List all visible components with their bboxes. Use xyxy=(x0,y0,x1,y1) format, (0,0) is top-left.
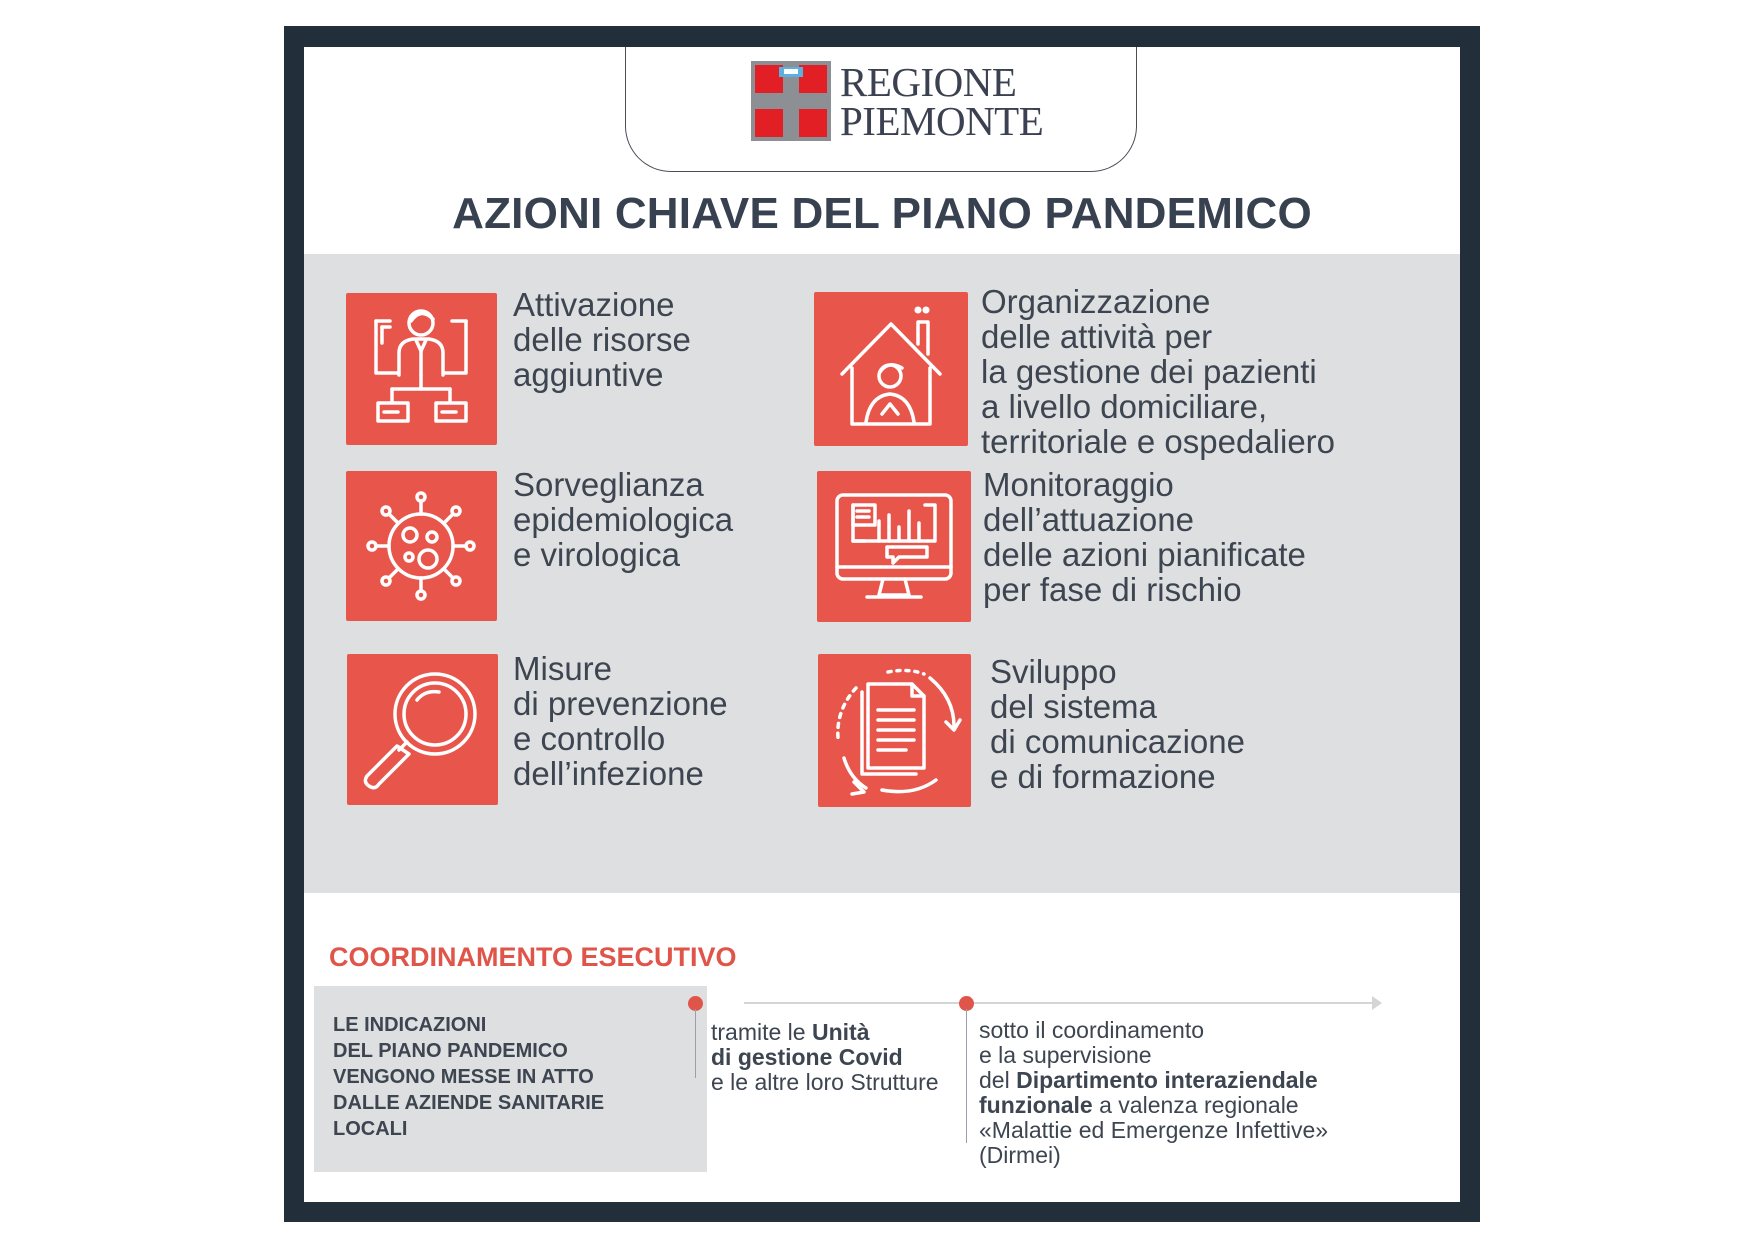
action-5-line-4: dell’infezione xyxy=(513,755,704,792)
action-5-line-3: e controllo xyxy=(513,720,666,757)
action-1-line-3: aggiuntive xyxy=(513,356,664,393)
timeline-connector-1 xyxy=(695,1009,696,1078)
action-6-line-4: e di formazione xyxy=(990,758,1216,795)
action-1-line-1: Attivazione xyxy=(513,286,675,323)
action-tile-2 xyxy=(814,292,968,446)
home-care-icon xyxy=(814,292,968,446)
step-1-line-2 xyxy=(711,1045,939,1070)
step-2-line-3-bold: Dipartimento interaziendale xyxy=(1016,1067,1318,1093)
logo-tab xyxy=(625,47,1137,172)
box-line-4: DALLE AZIENDE SANITARIE xyxy=(333,1092,605,1114)
action-2-line-4: a livello domiciliare, xyxy=(981,388,1268,425)
page-title: AZIONI CHIAVE DEL PIANO PANDEMICO xyxy=(452,189,1312,238)
step-2-line-4-plain: a valenza regionale xyxy=(1092,1092,1299,1118)
action-tile-3 xyxy=(346,471,497,621)
step-2-line-2: e la supervisione xyxy=(979,1042,1152,1068)
action-2-line-3: la gestione dei pazienti xyxy=(981,353,1317,390)
local-authorities-text xyxy=(333,1012,604,1142)
action-2-line-1: Organizzazione xyxy=(981,283,1211,320)
action-4-line-2: dell’attuazione xyxy=(983,501,1194,538)
timeline-arrow-icon xyxy=(1372,996,1382,1010)
action-3-line-3: e virologica xyxy=(513,536,680,573)
step-1-line-2-bold: di gestione Covid xyxy=(711,1044,903,1070)
step-1-text xyxy=(711,1020,939,1095)
box-line-3: VENGONO MESSE IN ATTO xyxy=(333,1066,594,1088)
action-tile-4 xyxy=(817,471,971,622)
action-tile-5 xyxy=(347,654,498,805)
action-tile-6 xyxy=(818,654,971,807)
coordination-title: COORDINAMENTO ESECUTIVO xyxy=(329,942,737,972)
virus-icon xyxy=(346,471,497,621)
action-text-6 xyxy=(990,654,1245,794)
action-6-line-3: di comunicazione xyxy=(990,723,1245,760)
box-line-5: LOCALI xyxy=(333,1118,408,1140)
step-2-line-4-bold: funzionale xyxy=(979,1092,1093,1118)
action-3-line-2: epidemiologica xyxy=(513,501,734,538)
action-6-line-2: del sistema xyxy=(990,688,1157,725)
action-3-line-1: Sorveglianza xyxy=(513,466,704,503)
magnifier-icon xyxy=(347,654,498,805)
step-2-line-3-plain: del xyxy=(979,1067,1017,1093)
infographic-panel xyxy=(304,47,1460,1202)
action-1-line-2: delle risorse xyxy=(513,321,691,358)
step-2-line-3 xyxy=(979,1068,1328,1093)
action-2-line-5: territoriale e ospedaliero xyxy=(981,423,1336,460)
box-line-2: DEL PIANO PANDEMICO xyxy=(333,1040,568,1062)
action-6-line-1: Sviluppo xyxy=(990,653,1117,690)
action-5-line-1: Misure xyxy=(513,650,613,687)
timeline-connector-2 xyxy=(966,1009,967,1143)
document-cycle-icon xyxy=(818,654,971,807)
step-1-line-1-plain: tramite le xyxy=(711,1019,812,1045)
action-tile-1 xyxy=(346,293,497,445)
person-network-icon xyxy=(346,293,497,445)
step-2-line-6: (Dirmei) xyxy=(979,1142,1061,1168)
action-4-line-4: per fase di rischio xyxy=(983,571,1242,608)
box-line-1: LE INDICAZIONI xyxy=(333,1014,487,1036)
step-2-line-1: sotto il coordinamento xyxy=(979,1017,1205,1043)
step-1-line-1 xyxy=(711,1020,939,1045)
action-4-line-3: delle azioni pianificate xyxy=(983,536,1306,573)
action-text-5 xyxy=(513,651,728,791)
action-4-line-1: Monitoraggio xyxy=(983,466,1174,503)
action-text-3 xyxy=(513,467,733,572)
action-text-1 xyxy=(513,287,691,392)
local-authorities-box xyxy=(314,986,707,1172)
timeline-line xyxy=(744,1002,1376,1004)
regione-piemonte-logo xyxy=(751,61,831,141)
logo-line-2: PIEMONTE xyxy=(840,98,1044,144)
action-5-line-2: di prevenzione xyxy=(513,685,728,722)
step-2-line-5: «Malattie ed Emergenze Infettive» xyxy=(979,1117,1329,1143)
step-2-text xyxy=(979,1018,1328,1168)
logo-line-1: REGIONE xyxy=(840,59,1017,105)
step-2-line-4 xyxy=(979,1093,1328,1118)
step-1-line-1-bold: Unità xyxy=(811,1019,870,1045)
action-text-2 xyxy=(981,284,1335,459)
step-1-line-3: e le altre loro Strutture xyxy=(711,1069,939,1095)
monitor-chart-icon xyxy=(817,471,971,622)
action-text-4 xyxy=(983,467,1306,607)
action-2-line-2: delle attività per xyxy=(981,318,1213,355)
logo-text xyxy=(840,59,1044,144)
